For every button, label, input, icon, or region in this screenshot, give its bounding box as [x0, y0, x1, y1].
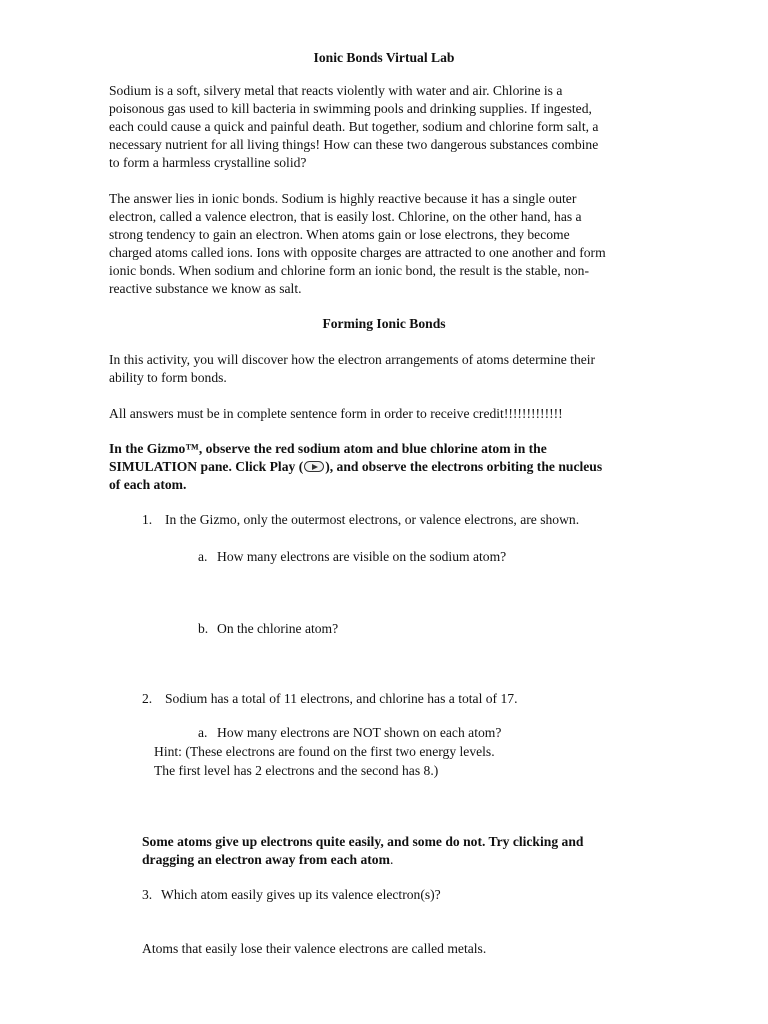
activity-line: In this activity, you will discover how the electron arrangements of atoms determine their — [109, 352, 596, 367]
gizmo-instruction-line: In the Gizmo™, observe the red sodium atom and blue chlorine atom in the — [109, 441, 547, 456]
intro-paragraph — [109, 82, 598, 172]
sub-question-label: b. — [198, 621, 209, 636]
sub-question-text: How many electrons are NOT shown on each atom? — [217, 725, 502, 740]
explanation-line: The answer lies in ionic bonds. Sodium is highly reactive because it has a single outer — [109, 191, 577, 206]
intro-line: necessary nutrient for all living things! How can these two dangerous substances combine — [109, 137, 599, 152]
activity-paragraph — [109, 351, 595, 387]
question-text: In the Gizmo, only the outermost electrons, or valence electrons, are shown. — [165, 512, 580, 527]
intro-line: poisonous gas used to kill bacteria in swimming pools and drinking supplies. If ingested, — [109, 101, 592, 116]
sub-question-text: On the chlorine atom? — [217, 621, 339, 636]
gizmo-instruction-text: SIMULATION pane. Click Play ( — [109, 459, 304, 474]
sub-question-label: a. — [198, 725, 208, 740]
ionic-bonds-explanation — [109, 190, 606, 298]
gizmo-instruction-line: of each atom. — [109, 477, 187, 492]
hint-text-continued — [154, 762, 438, 780]
explanation-line: ionic bonds. When sodium and chlorine form an ionic bond, the result is the stable, non- — [109, 263, 589, 278]
question-text: Which atom easily gives up its valence electron(s)? — [161, 887, 441, 902]
question-number: 1. — [142, 512, 153, 527]
question-text: Sodium has a total of 11 electrons, and chlorine has a total of 17. — [165, 691, 518, 706]
question-number: 3. — [142, 887, 153, 902]
drag-instruction-period: . — [389, 852, 394, 867]
hint-line: Hint: (These electrons are found on the first two energy levels. — [154, 744, 495, 759]
question-number: 2. — [142, 691, 153, 706]
answers-note: All answers must be in complete sentence form in order to receive credit!!!!!!!!!!!!! — [109, 406, 563, 421]
gizmo-instruction-line — [109, 458, 602, 476]
sub-question-text: How many electrons are visible on the sodium atom? — [217, 549, 507, 564]
explanation-line: charged atoms called ions. Ions with opposite charges are attracted to one another and form — [109, 245, 606, 260]
hint-text — [154, 743, 495, 761]
question-1 — [142, 511, 580, 529]
gizmo-instruction — [109, 440, 602, 494]
intro-line: to form a harmless crystalline solid? — [109, 155, 307, 170]
explanation-line: electron, called a valence electron, that is easily lost. Chlorine, on the other hand, has a — [109, 209, 582, 224]
explanation-line: reactive substance we know as salt. — [109, 281, 302, 296]
page-title: Ionic Bonds Virtual Lab — [313, 50, 455, 65]
drag-instruction-line: Some atoms give up electrons quite easily, and some do not. Try clicking and — [142, 834, 584, 849]
intro-line: Sodium is a soft, silvery metal that reacts violently with water and air. Chlorine is a — [109, 83, 563, 98]
activity-line: ability to form bonds. — [109, 370, 227, 385]
metals-note: Atoms that easily lose their valence electrons are called metals. — [142, 941, 487, 956]
question-3 — [142, 886, 441, 904]
drag-instruction-text: dragging an electron away from each atom — [142, 852, 390, 867]
drag-instruction-line — [142, 851, 583, 869]
section-heading: Forming Ionic Bonds — [322, 316, 446, 331]
question-1a — [198, 548, 507, 566]
gizmo-instruction-text: ), and observe the electrons orbiting the nucleus — [325, 459, 603, 474]
question-2 — [142, 690, 518, 708]
intro-line: each could cause a quick and painful death. But together, sodium and chlorine form salt, a — [109, 119, 599, 134]
sub-question-label: a. — [198, 549, 208, 564]
question-1b — [198, 620, 339, 638]
explanation-line: strong tendency to gain an electron. When atoms gain or lose electrons, they become — [109, 227, 570, 242]
hint-line: The first level has 2 electrons and the second has 8.) — [154, 763, 439, 778]
question-2a — [198, 724, 502, 742]
play-button-icon — [304, 461, 324, 472]
drag-instruction — [142, 833, 583, 869]
